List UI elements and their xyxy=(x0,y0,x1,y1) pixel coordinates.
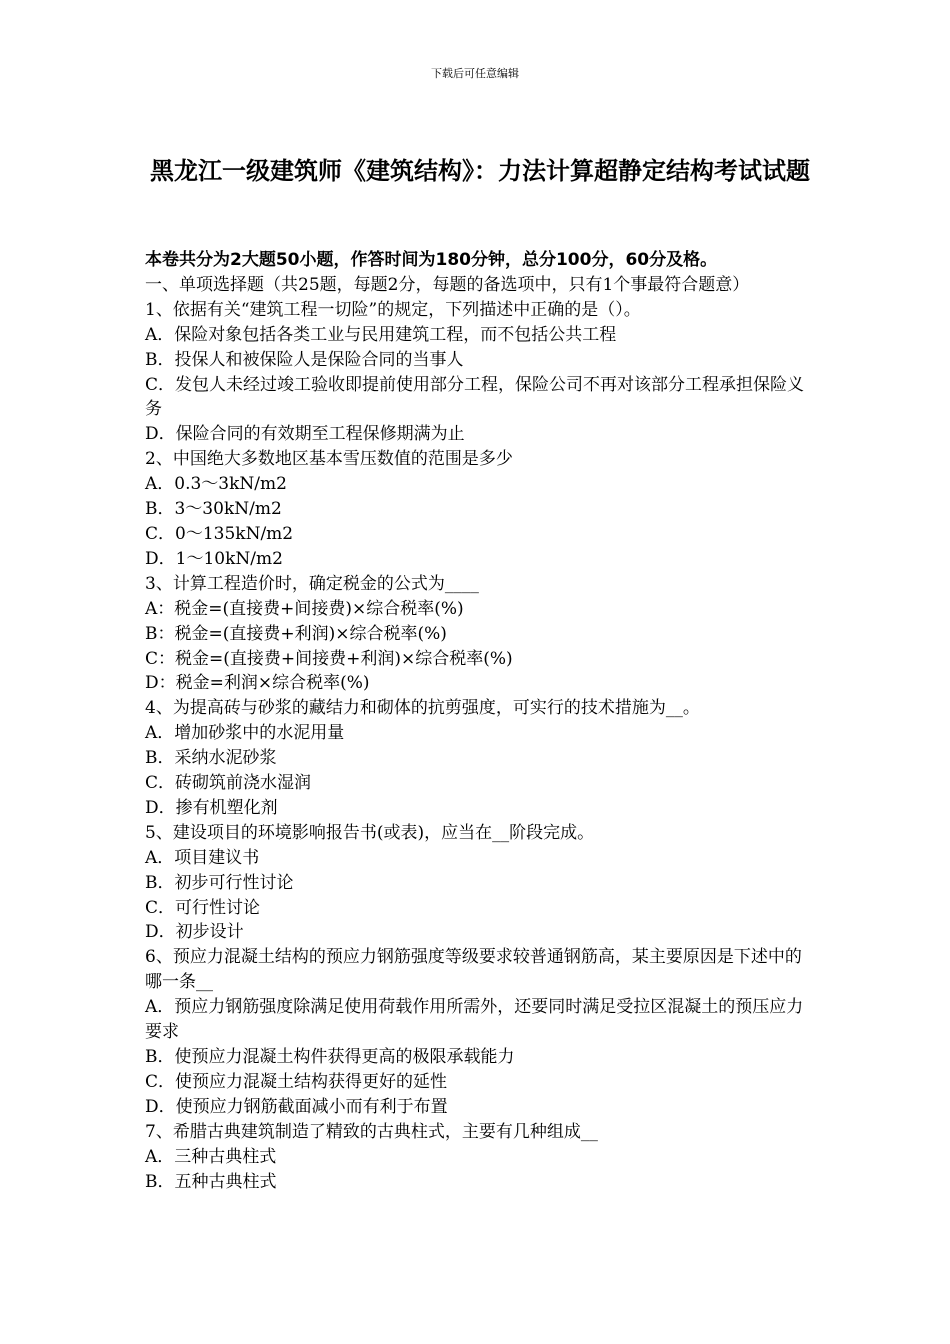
option-a: A．预应力钢筋强度除满足使用荷载作用所需外，还要同时满足受拉区混凝土的预压应力要求 xyxy=(145,997,804,1043)
option-b: B：税金=(直接费+利润)×综合税率(%) xyxy=(145,623,447,644)
option-a: A．三种古典柱式 xyxy=(145,1146,277,1167)
question-stem: 7、希腊古典建筑制造了精致的古典柱式，主要有几种组成__ xyxy=(145,1121,598,1142)
question-7 xyxy=(145,1120,815,1195)
question-stem: 1、依据有关“建筑工程一切险”的规定，下列描述中正确的是（）。 xyxy=(145,299,641,320)
option-b: B．3～30kN/m2 xyxy=(145,499,282,520)
option-a: A．项目建议书 xyxy=(145,847,260,868)
document-body xyxy=(145,248,815,1194)
option-d: D．使预应力钢筋截面减小而有利于布置 xyxy=(145,1096,448,1117)
question-2 xyxy=(145,447,815,572)
question-1 xyxy=(145,298,815,447)
question-4 xyxy=(145,696,815,821)
option-d: D．掺有机塑化剂 xyxy=(145,797,278,818)
option-d: D．初步设计 xyxy=(145,922,244,943)
option-c: C．可行性讨论 xyxy=(145,897,261,918)
option-b: B．初步可行性讨论 xyxy=(145,872,294,893)
option-d: D．保险合同的有效期至工程保修期满为止 xyxy=(145,424,465,445)
question-stem: 2、中国绝大多数地区基本雪压数值的范围是多少 xyxy=(145,449,513,470)
option-c: C：税金=(直接费+间接费+利润)×综合税率(%) xyxy=(145,648,513,669)
question-6 xyxy=(145,945,815,1119)
option-b: B．投保人和被保险人是保险合同的当事人 xyxy=(145,349,464,370)
option-a: A．0.3～3kN/m2 xyxy=(145,474,287,495)
option-a: A．增加砂浆中的水泥用量 xyxy=(145,723,345,744)
question-stem: 3、计算工程造价时，确定税金的公式为____ xyxy=(145,573,479,594)
question-5 xyxy=(145,821,815,946)
option-c: C．使预应力混凝土结构获得更好的延性 xyxy=(145,1071,448,1092)
option-c: C．0～135kN/m2 xyxy=(145,523,294,544)
exam-summary: 本卷共分为2大题50小题，作答时间为180分钟，总分100分，60分及格。 xyxy=(145,250,718,270)
option-c: C．发包人未经过竣工验收即提前使用部分工程，保险公司不再对该部分工程承担保险义务 xyxy=(145,374,805,420)
option-d: D．1～10kN/m2 xyxy=(145,548,283,569)
option-d: D：税金=利润×综合税率(%) xyxy=(145,673,370,694)
document-title: 黑龙江一级建筑师《建筑结构》：力法计算超静定结构考试试题 xyxy=(150,157,810,185)
question-stem: 6、预应力混凝土结构的预应力钢筋强度等级要求较普通钢筋高，某主要原因是下述中的哪一条__ xyxy=(145,947,802,993)
section-heading: 一、单项选择题（共25题，每题2分，每题的备选项中，只有1个事最符合题意） xyxy=(145,274,750,295)
option-b: B．五种古典柱式 xyxy=(145,1171,277,1192)
option-b: B．采纳水泥砂浆 xyxy=(145,748,277,769)
option-a: A：税金=(直接费+间接费)×综合税率(%) xyxy=(145,598,464,619)
option-a: A．保险对象包括各类工业与民用建筑工程，而不包括公共工程 xyxy=(145,324,617,345)
question-stem: 5、建设项目的环境影响报告书(或表)，应当在__阶段完成。 xyxy=(145,822,595,843)
question-3 xyxy=(145,572,815,697)
header-note: 下载后可任意编辑 xyxy=(431,67,519,80)
option-c: C．砖砌筑前浇水湿润 xyxy=(145,773,312,794)
option-b: B．使预应力混凝土构件获得更高的极限承载能力 xyxy=(145,1047,515,1067)
question-stem: 4、为提高砖与砂浆的藏结力和砌体的抗剪强度，可实行的技术措施为__。 xyxy=(145,698,700,719)
